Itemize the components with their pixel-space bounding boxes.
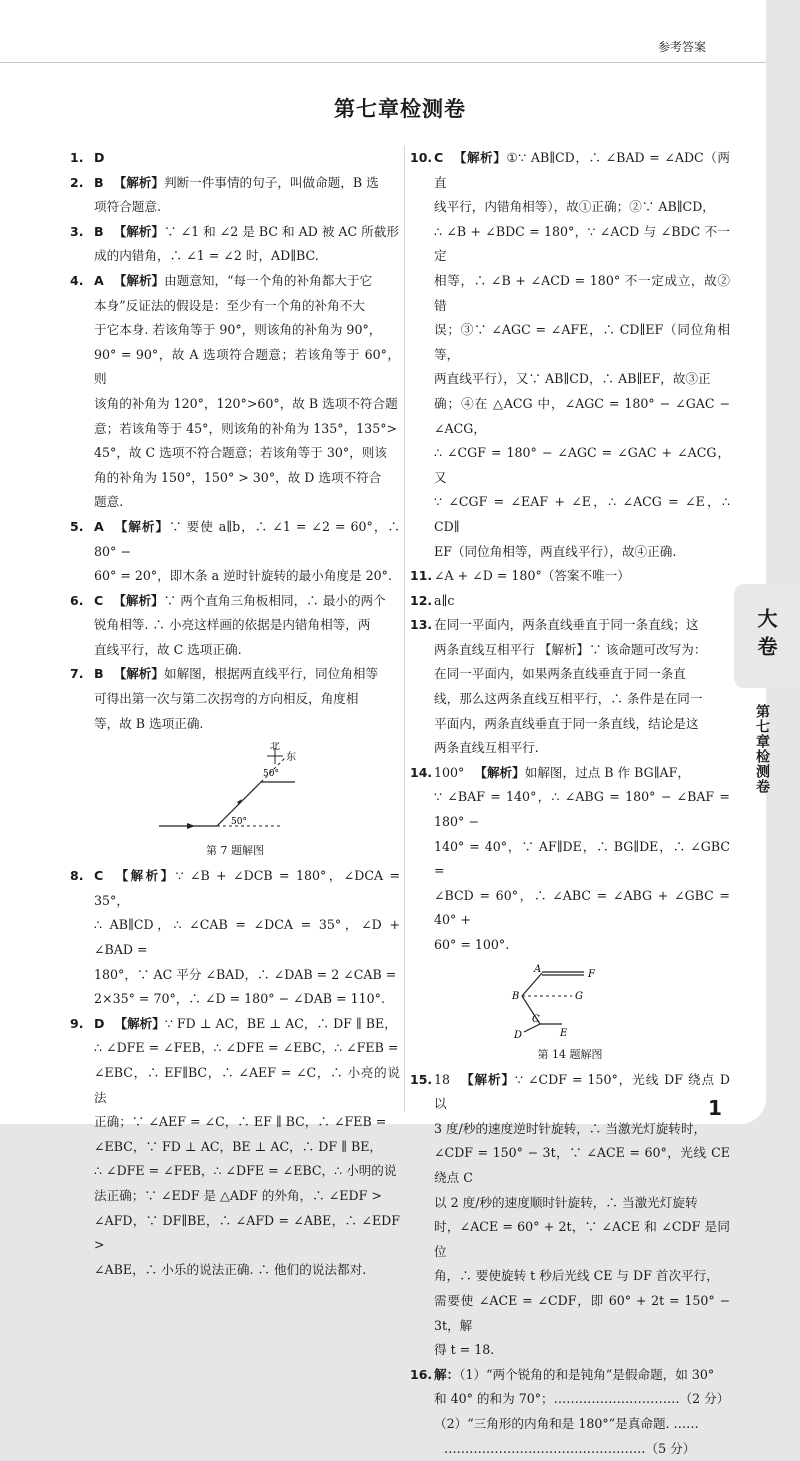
item-answer: 解： [434, 1367, 459, 1382]
item-15 [410, 1068, 730, 1363]
item-number: 11. [410, 564, 434, 589]
text-line: 确；④在 △ACG 中，∠AGC = 180° − ∠GAC − ∠ACG， [434, 392, 730, 441]
item-11 [410, 564, 730, 589]
analysis-tag: 【解析】 [114, 519, 169, 534]
text-line: ∵ ∠CGF = ∠EAF + ∠E，∴ ∠ACG = ∠E，∴ CD∥ [434, 490, 730, 539]
item-1 [70, 146, 400, 171]
item-16 [410, 1363, 730, 1461]
item-number: 14. [410, 761, 434, 958]
item-10 [410, 146, 730, 564]
text-line: 误；③∵ ∠AGC = ∠AFE，∴ CD∥EF（同位角相等， [434, 318, 730, 367]
item-5 [70, 515, 400, 589]
text-line: 两直线平行），又∵ AB∥CD，∴ AB∥EF，故③正 [434, 367, 730, 392]
compass-north-label: 北 [270, 742, 280, 752]
item-2 [70, 171, 400, 220]
analysis-tag: 【解析】 [114, 175, 164, 190]
analysis-tag: 【解析】 [114, 224, 164, 239]
item-answer: B [94, 666, 104, 681]
text-line: ∵ ∠CDF = 150°，光线 DF 绕点 D 以 [434, 1072, 730, 1112]
text-line: ∠ABE，∴ 小乐的说法正确. ∴ 他们的说法都对. [94, 1258, 400, 1283]
text-line: ∠CDF = 150° − 3t，∵ ∠ACE = 60°，光线 CE 绕点 C [434, 1141, 730, 1190]
figure-7-caption: 第 7 题解图 [70, 842, 400, 860]
text-line: 相等，∴ ∠B + ∠ACD = 180° 不一定成立，故②错 [434, 269, 730, 318]
point-f-label: F [587, 969, 596, 980]
item-number: 4. [70, 269, 94, 515]
item-number: 7. [70, 662, 94, 736]
item-answer: C [94, 868, 103, 883]
text-line: 3 度/秒的速度逆时针旋转，∴ 当激光灯旋转时， [434, 1117, 730, 1142]
text-line: 时，∠ACE = 60° + 2t，∵ ∠ACE 和 ∠CDF 是同位 [434, 1215, 730, 1264]
text-line: 正确；∵ ∠AEF = ∠C，∴ EF ∥ BC，∴ ∠FEB = [94, 1110, 400, 1135]
text-line: 在同一平面内，如果两条直线垂直于同一条直 [434, 662, 730, 687]
text-line: 两条直线互相平行. [434, 736, 730, 761]
text-line: 本身”反证法的假设是：至少有一个角的补角不大 [94, 294, 400, 319]
side-chapter-label: 第七章检测卷 [752, 704, 772, 794]
text-line: 判断一件事情的句子，叫做命题，B 选 [164, 175, 379, 190]
text-line: a∥c [434, 593, 454, 608]
item-12 [410, 589, 730, 614]
point-b-label: B [511, 991, 519, 1002]
item-answer: 18 [434, 1072, 450, 1087]
item-number: 5. [70, 515, 94, 589]
angle-top-label: 50° [263, 769, 279, 779]
figure-7 [70, 742, 400, 860]
text-line: ∴ AB∥CD，∴ ∠CAB = ∠DCA = 35°，∠D + ∠BAD = [94, 913, 400, 962]
item-13 [410, 613, 730, 761]
item-answer: D [94, 150, 104, 165]
text-line: ∵ 两个直角三角板相同，∴ 最小的两个 [164, 593, 386, 608]
text-line: 法正确；∵ ∠EDF 是 △ADF 的外角，∴ ∠EDF > [94, 1184, 400, 1209]
text-line: 140° = 40°，∵ AF∥DE，∴ BG∥DE，∴ ∠GBC = [434, 835, 730, 884]
figure-14-diagram [510, 964, 630, 1046]
compass-east-label: 东 [286, 750, 296, 763]
item-4 [70, 269, 400, 515]
text-line: 180°，∵ AC 平分 ∠BAD，∴ ∠DAB = 2 ∠CAB = [94, 963, 400, 988]
item-answer: A [94, 273, 104, 288]
text-line: 两条直线互相平行 【解析】∵ 该命题可改写为： [434, 638, 730, 663]
page-number: 1 [708, 1096, 722, 1120]
point-e-label: E [559, 1028, 568, 1039]
text-line: …………………………………………（5 分） [434, 1437, 730, 1461]
text-line: 以 2 度/秒的速度顺时针旋转，∴ 当激光灯旋转 [434, 1191, 730, 1216]
text-line: ∠EBC，∴ EF∥BC，∴ ∠AEF = ∠C，∴ 小亮的说法 [94, 1061, 400, 1110]
item-answer: B [94, 224, 104, 239]
item-number: 6. [70, 589, 94, 663]
text-line: （1）“两个锐角的和是钝角”是假命题，如 30° [459, 1367, 714, 1382]
text-line: ∵ ∠BAF = 140°，∴ ∠ABG = 180° − ∠BAF = 180° − [434, 785, 730, 834]
column-divider [404, 146, 405, 1112]
text-line: （2）“三角形的内角和是 180°”是真命题. …… [434, 1412, 730, 1437]
text-line: ∴ ∠B + ∠BDC = 180°，∵ ∠ACD 与 ∠BDC 不一定 [434, 220, 730, 269]
item-7 [70, 662, 400, 736]
item-14 [410, 761, 730, 958]
item-answer: C [94, 593, 103, 608]
line-cd [524, 1024, 540, 1032]
text-line: 在同一平面内，两条直线垂直于同一条直线；这 [434, 613, 730, 638]
text-line: 等，故 B 选项正确. [94, 712, 400, 737]
text-line: 锐角相等. ∴ 小亮这样画的依据是内错角相等，两 [94, 613, 400, 638]
point-c-label: C [532, 1014, 540, 1025]
text-line: 线平行，内错角相等），故①正确；②∵ AB∥CD， [434, 195, 730, 220]
text-line: 和 40° 的和为 70°；…………………………（2 分） [434, 1387, 730, 1412]
text-line: 如解图，过点 B 作 BG∥AF， [525, 765, 690, 780]
text-line: ∵ ∠B + ∠DCB = 180°，∠DCA = 35°， [94, 868, 400, 908]
analysis-tag: 【解析】 [453, 150, 506, 165]
point-g-label: G [575, 991, 583, 1002]
text-line: 题意. [94, 490, 400, 515]
figure-7-diagram [155, 742, 315, 842]
item-9 [70, 1012, 400, 1283]
item-number: 9. [70, 1012, 94, 1283]
point-d-label: D [513, 1030, 522, 1041]
text-line: ∠BCD = 60°，∴ ∠ABC = ∠ABG + ∠GBC = 40° + [434, 884, 730, 933]
figure-14-caption: 第 14 题解图 [410, 1046, 730, 1064]
header-divider [0, 62, 766, 63]
side-tab-label: 大卷 [752, 608, 781, 664]
analysis-tag: 【解析】 [114, 273, 164, 288]
item-number: 10. [410, 146, 434, 564]
page-title: 第七章检测卷 [0, 93, 800, 123]
item-number: 13. [410, 613, 434, 761]
item-answer: C [434, 150, 443, 165]
left-column [70, 146, 400, 1282]
line-ab [522, 973, 542, 996]
header-label: 参考答案 [658, 38, 706, 55]
item-answer: B [94, 175, 104, 190]
text-line: 平面内，两条直线垂直于同一条直线，结论是这 [434, 712, 730, 737]
arrow-icon [187, 823, 195, 829]
item-answer: 100° [434, 765, 464, 780]
text-line: 60° = 100°. [434, 933, 730, 958]
figure-14 [410, 964, 730, 1064]
text-line: 得 t = 18. [434, 1338, 730, 1363]
text-line: ∴ ∠DFE = ∠FEB，∴ ∠DFE = ∠EBC，∴ ∠FEB = [94, 1036, 400, 1061]
item-number: 3. [70, 220, 94, 269]
item-8 [70, 864, 400, 1012]
text-line: 角的补角为 150°，150° > 30°，故 D 选项不符合 [94, 466, 400, 491]
angle-bottom-label: 50° [231, 817, 247, 827]
text-line: ∵ ∠1 和 ∠2 是 BC 和 AD 被 AC 所截形 [164, 224, 399, 239]
text-line: 60° = 20°，即木条 a 逆时针旋转的最小角度是 20°. [94, 564, 400, 589]
item-6 [70, 589, 400, 663]
item-number: 16. [410, 1363, 434, 1461]
text-line: 2×35° = 70°，∴ ∠D = 180° − ∠DAB = 110°. [94, 987, 400, 1012]
item-number: 12. [410, 589, 434, 614]
item-number: 8. [70, 864, 94, 1012]
item-number: 2. [70, 171, 94, 220]
text-line: 需要使 ∠ACE = ∠CDF，即 60° + 2t = 150° − 3t，解 [434, 1289, 730, 1338]
analysis-tag: 【解析】 [474, 765, 524, 780]
text-line: ∠A + ∠D = 180°（答案不唯一） [434, 568, 630, 583]
text-line: 该角的补角为 120°，120°>60°，故 B 选项不符合题 [94, 392, 400, 417]
text-line: ∠EBC，∵ FD ⊥ AC，BE ⊥ AC，∴ DF ∥ BE， [94, 1135, 400, 1160]
analysis-tag: 【解析】 [460, 1072, 515, 1087]
item-number: 15. [410, 1068, 434, 1363]
analysis-tag: 【解析】 [113, 868, 175, 883]
text-line: 项符合题意. [94, 195, 400, 220]
text-line: ∵ 要使 a∥b，∴ ∠1 = ∠2 = 60°，∴ 80° − [94, 519, 400, 559]
text-line: 意；若该角等于 45°，则该角的补角为 135°，135°> [94, 417, 400, 442]
text-line: 由题意知，“每一个角的补角都大于它 [164, 273, 372, 288]
text-line: ①∵ AB∥CD，∴ ∠BAD = ∠ADC（两直 [434, 150, 730, 190]
text-line: ∴ ∠CGF = 180° − ∠AGC = ∠GAC + ∠ACG，又 [434, 441, 730, 490]
item-answer: A [94, 519, 104, 534]
text-line: ∠AFD，∵ DF∥BE，∴ ∠AFD = ∠ABE，∴ ∠EDF > [94, 1209, 400, 1258]
item-3 [70, 220, 400, 269]
text-line: ∵ FD ⊥ AC，BE ⊥ AC，∴ DF ∥ BE， [165, 1016, 397, 1031]
text-line: 成的内错角，∴ ∠1 = ∠2 时，AD∥BC. [94, 244, 400, 269]
point-a-label: A [533, 964, 541, 975]
text-line: 于它本身. 若该角等于 90°，则该角的补角为 90°， [94, 318, 400, 343]
text-line: 可得出第一次与第二次拐弯的方向相反，角度相 [94, 687, 400, 712]
analysis-tag: 【解析】 [114, 1016, 164, 1031]
text-line: EF（同位角相等，两直线平行），故④正确. [434, 540, 730, 565]
text-line: ∴ ∠DFE = ∠FEB，∴ ∠DFE = ∠EBC，∴ 小明的说 [94, 1159, 400, 1184]
item-answer: D [94, 1016, 104, 1031]
text-line: 角，∴ 要使旋转 t 秒后光线 CE 与 DF 首次平行， [434, 1264, 730, 1289]
text-line: 直线平行，故 C 选项正确. [94, 638, 400, 663]
text-line: 如解图，根据两直线平行，同位角相等 [164, 666, 378, 681]
text-line: 90° = 90°，故 A 选项符合题意；若该角等于 60°，则 [94, 343, 400, 392]
analysis-tag: 【解析】 [114, 666, 164, 681]
item-number: 1. [70, 146, 94, 171]
text-line: 线，那么这两条直线互相平行，∴ 条件是在同一 [434, 687, 730, 712]
text-line: 45°，故 C 选项不符合题意；若该角等于 30°，则该 [94, 441, 400, 466]
analysis-tag: 【解析】 [113, 593, 163, 608]
right-column [410, 146, 730, 1461]
